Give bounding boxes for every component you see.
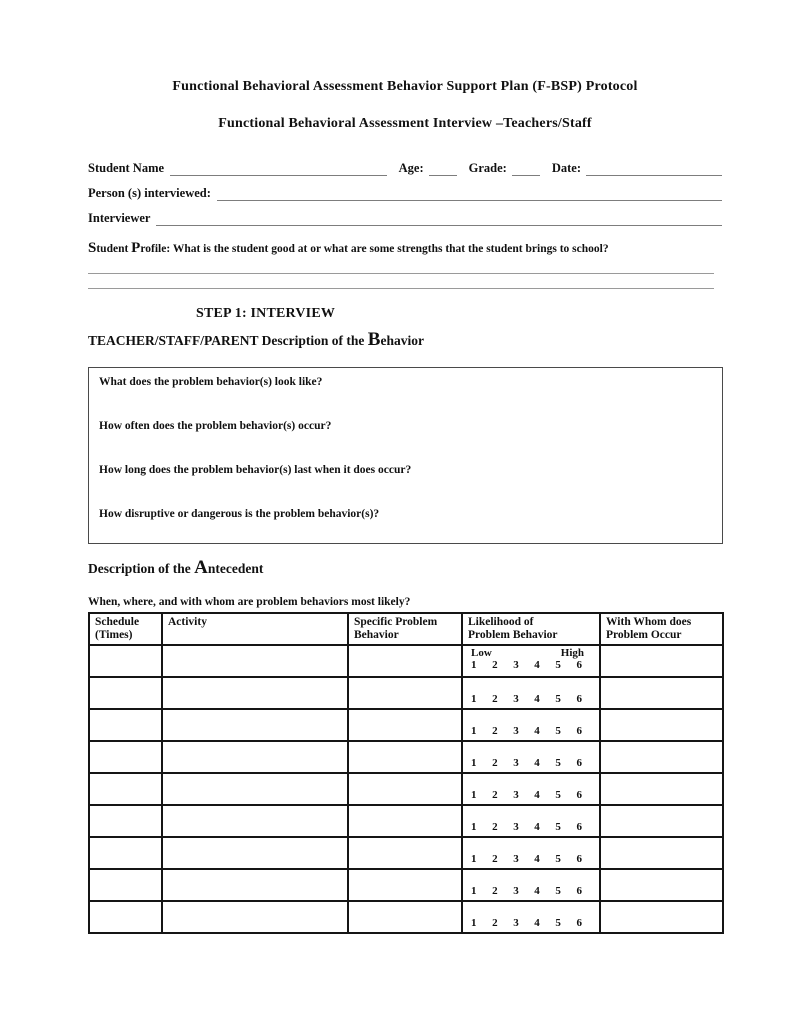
table-row: [89, 901, 723, 933]
scale-value: 4: [534, 757, 540, 769]
scale-value: 5: [555, 725, 561, 737]
scale-value: 5: [555, 757, 561, 769]
antecedent-section-heading: [88, 557, 722, 580]
scale-value: 1: [471, 917, 477, 929]
scale-value: 5: [555, 821, 561, 833]
profile-word-student: tudent: [96, 243, 132, 255]
scale-value: 2: [492, 917, 498, 929]
specific-behavior-cell: [348, 741, 462, 773]
likelihood-cell: [462, 709, 600, 741]
table-row: [89, 805, 723, 837]
document-title: Functional Behavioral Assessment Behavior Support Plan (F-BSP) Protocol: [172, 79, 638, 94]
specific-behavior-cell: [348, 901, 462, 933]
document-subtitle: Functional Behavioral Assessment Interview –Teachers/Staff: [218, 116, 592, 131]
with-whom-cell: [600, 677, 723, 709]
scale-value: 1: [471, 821, 477, 833]
col-header-line: With Whom does: [606, 616, 692, 628]
table-row: [89, 741, 723, 773]
col-header-schedule: [89, 613, 162, 645]
likelihood-cell: [462, 869, 600, 901]
behavior-heading-initial: B: [367, 329, 381, 350]
scale-value: 1: [471, 725, 477, 737]
persons-interviewed-blank: [217, 185, 722, 201]
scale-value: 3: [513, 821, 519, 833]
specific-behavior-cell: [348, 645, 462, 677]
profile-question-text: : What is the student good at or what are some strengths that the student brings to school?: [166, 243, 609, 255]
behavior-question-3: How long does the problem behavior(s) last when it does occur?: [99, 464, 412, 476]
behavior-question-4: How disruptive or dangerous is the problem behavior(s)?: [99, 508, 380, 520]
schedule-cell: [89, 677, 162, 709]
likelihood-scale: [463, 821, 599, 836]
scale-value: 2: [492, 821, 498, 833]
table-row: [89, 869, 723, 901]
student-name-blank: [170, 160, 387, 176]
antecedent-heading-initial: A: [194, 557, 208, 578]
scale-value: 1: [471, 693, 477, 705]
scale-value: 1: [471, 789, 477, 801]
with-whom-cell: [600, 901, 723, 933]
likelihood-scale: [463, 885, 599, 900]
date-blank: [586, 160, 722, 176]
with-whom-cell: [600, 773, 723, 805]
behavior-section-heading: [88, 329, 722, 352]
profile-word-profile: rofile: [140, 243, 167, 255]
schedule-cell: [89, 805, 162, 837]
table-row: [89, 773, 723, 805]
scale-value: 4: [534, 693, 540, 705]
behavior-questions-box: [88, 367, 723, 544]
activity-cell: [162, 645, 348, 677]
profile-answer-line-2: [88, 274, 714, 289]
grade-blank: [512, 160, 540, 176]
scale-value: 6: [576, 853, 582, 865]
scale-value: 3: [513, 757, 519, 769]
scale-value: 4: [534, 853, 540, 865]
profile-answer-line-1: [88, 259, 714, 274]
scale-value: 1: [471, 757, 477, 769]
antecedent-heading-suffix: ntecedent: [207, 561, 264, 576]
scale-value: 2: [492, 885, 498, 897]
likelihood-cell: [462, 645, 600, 677]
activity-cell: [162, 805, 348, 837]
antecedent-heading-prefix: Description of the: [88, 561, 195, 576]
schedule-cell: [89, 709, 162, 741]
scale-value: 1: [471, 659, 477, 671]
antecedent-table: [88, 612, 724, 934]
with-whom-cell: [600, 645, 723, 677]
behavior-question-1: What does the problem behavior(s) look like?: [99, 376, 323, 388]
student-profile-question: [88, 241, 722, 257]
date-label: Date:: [551, 161, 581, 175]
persons-interviewed-label: Person (s) interviewed:: [88, 186, 211, 200]
scale-value: 2: [492, 725, 498, 737]
col-header-with-whom: [600, 613, 723, 645]
scale-value: 3: [513, 659, 519, 671]
col-header-line: Problem Behavior: [468, 629, 558, 641]
scale-value: 2: [492, 757, 498, 769]
behavior-heading-suffix: ehavior: [380, 333, 424, 348]
behavior-question-2: How often does the problem behavior(s) occur?: [99, 420, 332, 432]
scale-value: 3: [513, 917, 519, 929]
scale-value: 5: [555, 659, 561, 671]
likelihood-scale: [463, 659, 599, 674]
scale-value: 6: [576, 725, 582, 737]
scale-value: 6: [576, 917, 582, 929]
profile-initial-s: S: [88, 240, 97, 256]
schedule-cell: [89, 837, 162, 869]
likelihood-scale: [463, 757, 599, 772]
scale-value: 4: [534, 821, 540, 833]
scale-value: 5: [555, 789, 561, 801]
scale-value: 2: [492, 853, 498, 865]
scale-value: 3: [513, 789, 519, 801]
specific-behavior-cell: [348, 869, 462, 901]
grade-label: Grade:: [468, 161, 507, 175]
likelihood-scale: [463, 693, 599, 708]
scale-value: 1: [471, 853, 477, 865]
schedule-cell: [89, 901, 162, 933]
col-header-line: (Times): [95, 629, 133, 641]
table-row: [89, 709, 723, 741]
scale-value: 6: [576, 885, 582, 897]
likelihood-cell: [462, 677, 600, 709]
interviewer-row: [88, 201, 722, 226]
likelihood-cell: [462, 837, 600, 869]
scale-value: 5: [555, 885, 561, 897]
scale-value: 5: [555, 917, 561, 929]
activity-cell: [162, 901, 348, 933]
age-label: Age:: [398, 161, 424, 175]
scale-value: 2: [492, 659, 498, 671]
age-blank: [429, 160, 457, 176]
likelihood-scale: [463, 725, 599, 740]
activity-cell: [162, 677, 348, 709]
profile-initial-p: P: [131, 240, 141, 256]
with-whom-cell: [600, 741, 723, 773]
scale-value: 3: [513, 885, 519, 897]
scale-value: 3: [513, 725, 519, 737]
activity-cell: [162, 709, 348, 741]
col-header-line: Specific Problem: [354, 616, 438, 628]
student-info-row: [88, 151, 722, 176]
activity-cell: [162, 773, 348, 805]
table-row: [89, 645, 723, 677]
scale-value: 5: [555, 853, 561, 865]
specific-behavior-cell: [348, 709, 462, 741]
scale-value: 3: [513, 853, 519, 865]
antecedent-table-body: [89, 645, 723, 933]
table-row: [89, 837, 723, 869]
interviewer-blank: [156, 210, 722, 226]
scale-value: 4: [534, 885, 540, 897]
col-header-line: Likelihood of: [468, 616, 534, 628]
likelihood-cell: [462, 773, 600, 805]
scale-value: 6: [576, 693, 582, 705]
table-row: [89, 677, 723, 709]
schedule-cell: [89, 773, 162, 805]
specific-behavior-cell: [348, 677, 462, 709]
low-label: Low: [471, 647, 492, 659]
likelihood-cell: [462, 901, 600, 933]
schedule-cell: [89, 869, 162, 901]
scale-value: 6: [576, 821, 582, 833]
col-header-line: Problem Occur: [606, 629, 682, 641]
table-header-row: [89, 613, 723, 645]
schedule-cell: [89, 645, 162, 677]
likelihood-cell: [462, 805, 600, 837]
likelihood-scale: [463, 853, 599, 868]
scale-value: 5: [555, 693, 561, 705]
scale-value: 2: [492, 789, 498, 801]
scale-value: 3: [513, 693, 519, 705]
scale-value: 6: [576, 659, 582, 671]
persons-interviewed-row: [88, 176, 722, 201]
col-header-activity: [162, 613, 348, 645]
col-header-line: Activity: [168, 616, 207, 628]
scale-value: 1: [471, 885, 477, 897]
col-header-line: Schedule: [95, 616, 140, 628]
activity-cell: [162, 837, 348, 869]
step1-heading: STEP 1: INTERVIEW: [196, 306, 336, 321]
behavior-heading-prefix: TEACHER/STAFF/PARENT Description of the: [88, 333, 368, 348]
scale-value: 4: [534, 789, 540, 801]
antecedent-prompt: When, where, and with whom are problem behaviors most likely?: [88, 596, 411, 608]
scale-value: 2: [492, 693, 498, 705]
activity-cell: [162, 741, 348, 773]
specific-behavior-cell: [348, 773, 462, 805]
likelihood-scale: [463, 917, 599, 932]
with-whom-cell: [600, 869, 723, 901]
schedule-cell: [89, 741, 162, 773]
low-high-labels: [463, 646, 599, 659]
likelihood-scale: [463, 789, 599, 804]
high-label: High: [560, 647, 584, 659]
col-header-specific-problem-behavior: [348, 613, 462, 645]
with-whom-cell: [600, 709, 723, 741]
specific-behavior-cell: [348, 837, 462, 869]
header-fields: [88, 151, 722, 226]
scale-value: 4: [534, 917, 540, 929]
scale-value: 6: [576, 757, 582, 769]
scale-value: 4: [534, 659, 540, 671]
with-whom-cell: [600, 837, 723, 869]
activity-cell: [162, 869, 348, 901]
col-header-likelihood: [462, 613, 600, 645]
likelihood-cell: [462, 741, 600, 773]
with-whom-cell: [600, 805, 723, 837]
scale-value: 6: [576, 789, 582, 801]
specific-behavior-cell: [348, 805, 462, 837]
student-name-label: Student Name: [88, 161, 165, 175]
interviewer-label: Interviewer: [88, 211, 151, 225]
scale-value: 4: [534, 725, 540, 737]
col-header-line: Behavior: [354, 629, 399, 641]
